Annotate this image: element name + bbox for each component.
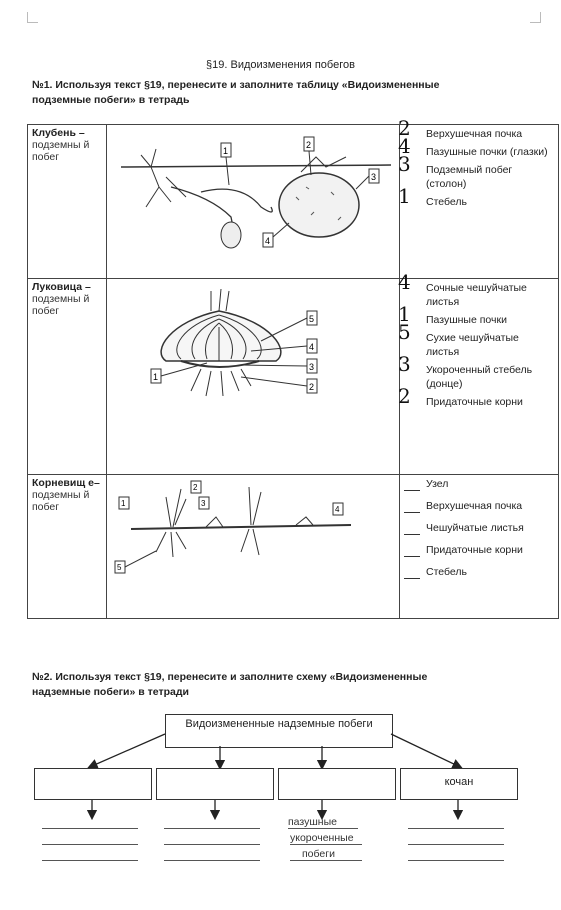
answer-line[interactable] (408, 844, 504, 845)
callout-1: 1 (223, 146, 229, 156)
answer-line[interactable] (42, 860, 138, 861)
option-text: Верхушечная почка (426, 128, 523, 140)
option-text: Подземный побег (столон) (426, 164, 513, 190)
answer-line[interactable] (164, 828, 260, 829)
answer-number: 2 (398, 384, 411, 408)
callout-5: 5 (117, 563, 122, 572)
answer-number: 4 (398, 270, 411, 294)
answer-line[interactable] (164, 844, 260, 845)
option-text: Стебель (426, 196, 467, 208)
task1-line1: №1. Используя текст §19, перенесите и заполните таблицу «Видоизмененные (32, 79, 440, 91)
callout-1: 1 (121, 499, 126, 508)
callout-3: 3 (371, 172, 377, 182)
option-text: Сочные чешуйчатые листья (426, 282, 527, 308)
answer-text: побеги (290, 848, 362, 861)
answer-number: 1 (398, 184, 411, 208)
option-text: Верхушечная почка (426, 500, 523, 512)
callout-2: 2 (306, 140, 312, 150)
answer-line[interactable] (164, 860, 260, 861)
scheme-box-1 (34, 768, 152, 800)
option-text: Сухие чешуйчатые листья (426, 332, 519, 358)
row-name: Корневищ е– (32, 477, 100, 489)
row-subtitle: подземны й побег (32, 489, 90, 513)
answer-text: укороченные (290, 832, 362, 845)
callout-5: 5 (309, 314, 315, 324)
row-name: Луковица – (32, 281, 91, 293)
callout-3: 3 (201, 499, 206, 508)
option-text: Чешуйчатые листья (426, 522, 524, 534)
callout-4: 4 (265, 236, 271, 246)
answer-line[interactable] (408, 860, 504, 861)
answer-number: 5 (398, 320, 411, 344)
answer-number: 3 (398, 352, 411, 376)
option-text: Придаточные корни (426, 544, 523, 556)
scheme-box-3 (278, 768, 396, 800)
task1-line2: подземные побеги» в тетрадь (32, 94, 190, 106)
task2-line2: надземные побеги» в тетради (32, 686, 189, 698)
callout-2: 2 (193, 483, 198, 492)
option-text: Придаточные корни (426, 396, 523, 408)
callout-4: 4 (309, 342, 315, 352)
option-text: Стебель (426, 566, 467, 578)
answer-line[interactable] (42, 844, 138, 845)
scheme-box-4: кочан (400, 768, 518, 800)
row-subtitle: подземны й побег (32, 293, 90, 317)
row-subtitle: подземны й побег (32, 139, 90, 163)
option-text: Пазушные почки (глазки) (426, 146, 548, 158)
callout-3: 3 (309, 362, 315, 372)
option-text: Укороченный стебель (донце) (426, 364, 533, 390)
answer-number: 1 (398, 302, 411, 326)
option-text: Узел (426, 478, 449, 490)
answer-line[interactable] (42, 828, 138, 829)
callout-1: 1 (153, 372, 159, 382)
answer-line[interactable] (408, 828, 504, 829)
scheme-root-box: Видоизмененные надземные побеги (165, 714, 393, 748)
answer-number: 2 (398, 116, 411, 140)
callout-4: 4 (335, 505, 340, 514)
scheme-box-2 (156, 768, 274, 800)
page-title: §19. Видоизменения побегов (206, 59, 355, 71)
task2-line1: №2. Используя текст §19, перенесите и заполните схему «Видоизмененные (32, 671, 428, 683)
option-text: Пазушные почки (426, 314, 507, 326)
callout-2: 2 (309, 382, 315, 392)
answer-number: 3 (398, 152, 411, 176)
answer-number: 4 (398, 134, 411, 158)
row-name: Клубень – (32, 127, 85, 139)
answer-text: пазушные (288, 816, 358, 829)
